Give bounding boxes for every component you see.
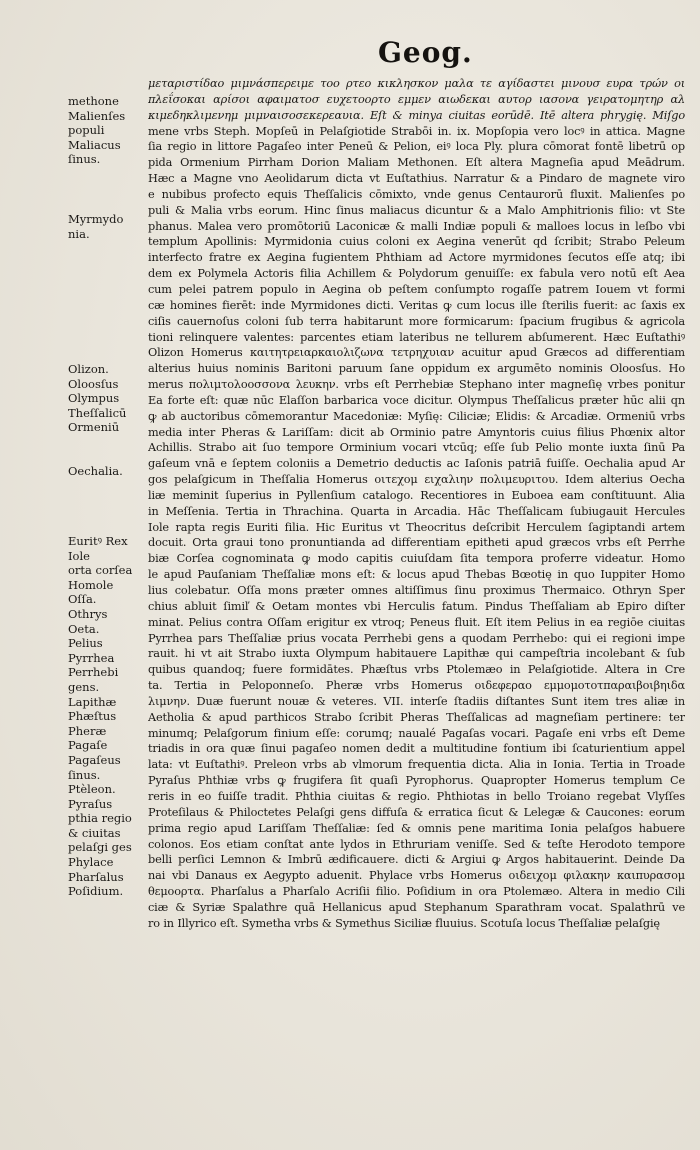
- text-line: colonos. Eos etiam conſtat ante lydos in Ethruriam veniſſe. Sed & teſte Herodoto tempore: [148, 837, 685, 851]
- margin-note-line: Pagaſe: [68, 738, 108, 753]
- margin-note-line: Oſſa.: [68, 592, 97, 607]
- text-line: minumq; Pelaſgorum finium eſſe: corumq; naualé Pagaſas vocari. Pagaſe eni vrbs eſt Deme: [148, 726, 685, 740]
- text-line: ro in Illyrico eſt. Symetha vrbs & Symethus Siciliæ fluuius. Scotuſa locus Theſſaliæ pelaſgię: [148, 916, 660, 930]
- margin-note-line: Maliacus: [68, 137, 121, 152]
- text-line: phanus. Malea vero promōtoriū Laconicæ & malli Indiæ populi & malloes locus in leſbo vbi: [148, 219, 685, 233]
- text-line: quibus quandoq; fuere formidātes. Phæſtus vrbs Ptolemæo in Pelaſgiotide. Altera in Cre: [148, 663, 685, 677]
- margin-note-line: pelaſgi ges: [68, 840, 132, 855]
- text-line: nai vbi Danaus ex Aegypto aduenit. Phylace vrbs Homerus οιδειχομ φιλακην καιπυρασομ: [148, 869, 685, 883]
- text-line: media inter Pheras & Lariſſam: dicit ab Orminio patre Amyntoris cuius filius Phœnix altor: [148, 425, 685, 439]
- text-line: Iole rapta regis Euriti filia. Hic Euritus vt Theocritus deſcribit Herculem ſagiptandi artem: [148, 520, 685, 534]
- text-line: alterius huius nominis Baritoni paruum ſane oppidum ex argumēto nominis Oloosſus. Ho: [148, 362, 685, 376]
- margin-note-line: pthia regio: [68, 811, 132, 826]
- margin-note: [68, 362, 126, 435]
- margin-note-line: populi: [68, 123, 105, 138]
- text-line: Pyraſus Phthiæ vrbs ꝙ frugifera ſit quaſi Pyrophorus. Quapropter Homerus templum Ce: [148, 774, 685, 788]
- text-line: λιμνην. Duæ fuerunt nouæ & veteres. VII. interſe ſtadiis diſtantes Sunt item tres aliæ in: [148, 694, 685, 708]
- text-line: interfecto fratre ex Aegina fugientem Phthiam ad Actore myrmidones ſecutos eſſe atq; ibi: [148, 251, 685, 265]
- margin-note-line: Oloosſus: [68, 376, 119, 391]
- margin-note: [68, 94, 125, 167]
- text-line: μεταριστίδαο μιμνάσπερειμε τοο ρτεο κικλησκον μαλα τε αγίδαστει μινουσ ευρα τρών οι: [148, 77, 685, 90]
- margin-note-line: & ciuitas: [68, 825, 121, 840]
- margin-note-line: Iole: [68, 548, 90, 563]
- text-line: lata: vt Euſtathiꝰ. Preleon vrbs ab vlmorum frequentia dicta. Alia in Ionia. Tertia in Troade: [148, 758, 685, 772]
- text-line: Hæc a Magne vno Aeolidarum dicta vt Euſtathius. Narratur & a Pindaro de magnete viro: [148, 172, 685, 186]
- text-line: minat. Pelius contra Oſſam erigitur ex vtroq; Peneus fluit. Eſt item Pelius in ea regiōe ciuitas: [148, 615, 685, 629]
- text-line: merus πολιμτολοοσσονα λευκην. vrbs eſt Perrhebiæ Stephano inter magneſię vrbes ponitur: [148, 378, 685, 392]
- margin-note: [68, 534, 132, 899]
- text-line: ſia regio in littore Pagaſeo inter Peneū & Pelion, eiꝰ loca Ply. plura cōmorat fontē libetrū op: [148, 140, 685, 154]
- text-line: gos pelaſgicum in Theſſalia Homerus οιτεχομ ειχαλιην πολιμευριτου. Idem alterius Oecha: [148, 473, 685, 487]
- text-line: κιμεδηκλιμενημ μιμναισοσεκερεαυια. Eſt & minya ciuitas eorūdē. Itē altera phrygię. Miſgo: [148, 108, 685, 122]
- main-text-block: [148, 76, 685, 932]
- margin-note-line: Perrhebi: [68, 665, 119, 680]
- margin-note: [68, 464, 123, 479]
- text-line: Achillis. Strabo ait ſuo tempore Orminium vocari vtcūq; eſſe ſub Pelio monte iuxta ſinū Pa: [148, 441, 685, 455]
- text-line: triadis in ora quæ ſinui pagaſeo nomen dedit a multitudine fontium ibi ſcaturientium appel: [148, 742, 685, 756]
- text-line: liæ meminit ſuperius in Pyllenſium catalogo. Recentiores in Euboea eam conſtituunt. Alia: [148, 488, 685, 502]
- margin-note-line: Phæſtus: [68, 709, 117, 724]
- text-line: chius abluit ſimiľ & Oetam montes vbi Herculis fatum. Pindus Theſſaliam ab Epiro diſter: [148, 599, 685, 613]
- text-line: πλεΐσοκαι αρίσοι αφαιματοσ ευχετοορτο εμμεν αιωδεκαι αυτορ ιασονα γειρατομητηρ αλ: [148, 92, 685, 106]
- margin-note-line: Ormeniū: [68, 420, 120, 435]
- text-line: ta. Tertia in Peloponneſo. Pheræ vrbs Homerus οιδεφεραο εμμομοτοτπαραιβοιβηιδα: [148, 679, 685, 693]
- margin-note-line: gens.: [68, 679, 100, 694]
- text-line: Aetholia & apud parthicos Strabo ſcribit Pheras Theſſalicas ad magneſiam pertinere: ter: [148, 710, 685, 724]
- text-line: ꝙ ab auctoribus cōmemorantur Macedoniæ: Myſię: Ciliciæ; Elidis: & Arcadiæ. Ormeniū vrbs: [148, 409, 685, 423]
- margin-note-line: Lapithæ: [68, 694, 117, 709]
- text-line: docuit. Orta graui tono pronuntianda ad differentiam epitheti apud græcos vrbs eſt Perrhe: [148, 536, 685, 550]
- margin-note-line: Poſidium.: [68, 884, 124, 899]
- margin-note-line: Myrmydo: [68, 212, 124, 226]
- text-line: belli perſici Lemnon & Imbrū ædificauere. dicti & Argiui ꝙ Argos habitauerint. Deinde Da: [148, 853, 685, 867]
- margin-note-line: Homole: [68, 577, 114, 592]
- text-line: prima regio apud Lariſſam Theſſaliæ: ſed & omnis pene maritima Ionia pelaſgos habuere: [148, 821, 685, 835]
- margin-note-line: Pelius: [68, 636, 103, 651]
- margin-note-line: Malienſes: [68, 108, 126, 123]
- margin-note-line: Ptèleon.: [68, 782, 116, 797]
- text-line: pida Ormenium Pirrham Dorion Maliam Methonen. Eſt altera Magneſia apud Meādrum.: [148, 156, 685, 170]
- text-line: le apud Pauſaniam Theſſaliæ mons eſt: & locus apud Thebas Bœotię in quo Iuppiter Homo: [148, 568, 685, 582]
- text-line: Ea forte eſt: quæ nūc Elaſſon barbarica voce dicitur. Olympus Theſſalicus præter hūc alii qn: [148, 393, 685, 407]
- text-line: reris in eo fuiſſe tradit. Phthia ciuitas & regio. Phthiotas in bello Troiano regebat Vlyſſes: [148, 789, 685, 803]
- margin-note-line: Pyrrhea: [68, 650, 115, 665]
- text-line: rauit. hi vt ait Strabo iuxta Olympum habitauere Lapithæ qui campeſtria incolebant & ſub: [148, 647, 685, 661]
- text-line: Pyrrhea pars Theſſaliæ prius vocata Perrhebi gens a quodam Perrhebo: qui ei regioni impe: [148, 631, 685, 645]
- running-header: Geog.: [378, 36, 473, 69]
- margin-notes: [68, 94, 142, 994]
- text-line: Proteſilaus & Philoctetes Pelaſgi gens diffuſa & erratica ſicut & Lelegæ & Caucones: eorum: [148, 805, 685, 819]
- margin-note-line: ſinus.: [68, 152, 101, 167]
- text-line: lius colebatur. Oſſa mons præter omnes altiſſimus ſinu proximus Thermaico. Othryn Sper: [148, 584, 685, 597]
- margin-note-line: Pyraſus: [68, 796, 113, 811]
- margin-note-line: orta corſea: [68, 563, 133, 578]
- text-line: in Meſſenia. Tertia in Thrachina. Quarta in Arcadia. Hāc Theſſalicam ſubiugauit Hercules: [148, 504, 685, 518]
- margin-note-line: Pagaſeus: [68, 752, 121, 767]
- margin-note-line: Pheræ: [68, 723, 107, 738]
- text-line: biæ Corſea cognominata ꝙ modo capitis cuiuſdam ſita tempora proferre videatur. Homo: [148, 552, 685, 566]
- margin-note-line: nia.: [68, 226, 90, 241]
- margin-note-line: Euritꝰ Rex: [68, 534, 128, 548]
- margin-note-line: Pharſalus: [68, 869, 124, 884]
- text-line: dem ex Polymela Actoris filia Achillem & Polydorum genuiſſe: ex fabula vero notū eſt Aea: [148, 267, 685, 281]
- margin-note-line: Theſſalicū: [68, 405, 127, 420]
- text-line: ciæ & Syriæ Spalathre quā Hellanicus apud Stephanum Sparathram vocat. Spalathrū ve: [148, 900, 685, 914]
- margin-note: [68, 212, 123, 241]
- margin-note-line: Oechalia.: [68, 464, 123, 478]
- text-line: gaſeum vnā e ſeptem coloniis a Demetrio deductis ac Iaſonis patriā fuiſſe. Oechalia apud Ar: [148, 457, 685, 471]
- margin-note-line: Olizon.: [68, 362, 109, 376]
- margin-note-line: Olympus: [68, 391, 120, 406]
- text-line: cum pelei patrem populo in Aegina ob peſtem conſumpto rogaſſe patrem Iouem vt formi: [148, 282, 685, 296]
- text-line: θεμοορτα. Pharſalus a Pharſalo Acriſii filio. Poſidium in ora Ptolemæo. Altera in medio Cili: [148, 885, 685, 899]
- margin-note-line: Phylace: [68, 855, 114, 870]
- text-line: Olizon Homerus καιτητρειαρκαιολιζωνα τετρηχυιαν acuitur apud Græcos ad differentiam: [148, 346, 685, 360]
- text-line: puli & Malia vrbs eorum. Hinc ſinus maliacus dicuntur & a Malo Amphitrionis filio: vt Ste: [148, 203, 685, 217]
- text-line: e nubibus profecto equis Theſſalicis cōmixto, vnde genus Centaurorū fluxit. Malienſes po: [148, 187, 685, 201]
- text-line: tioni relinquere valentes: parcentes etiam lateribus ne tellurem abſumerent. Hæc Euſtathiꝰ: [148, 330, 685, 344]
- margin-note-line: methone: [68, 94, 119, 108]
- text-line: templum Apollinis: Myrmidonia cuius coloni ex Aegina venerūt qd ſcribit; Strabo Peleum: [148, 235, 685, 249]
- text-line: mene vrbs Steph. Mopſeū in Pelaſgiotide Strabōi in. ix. Mopſopia vero locꝰ in attica. Magne: [148, 124, 685, 138]
- text-line: ciſis cauernoſus coloni ſub terra habitarunt more formicarum: ſpacium frugibus & agricola: [148, 314, 685, 328]
- margin-note-line: Oeta.: [68, 621, 100, 636]
- text-line: cæ homines fierēt: inde Myrmidones dicti. Veritas ꝙ cum locus ille ſterilis fuerit: ac ſaxis ex: [148, 298, 685, 312]
- margin-note-line: Othrys: [68, 606, 108, 621]
- margin-note-line: ſinus.: [68, 767, 101, 782]
